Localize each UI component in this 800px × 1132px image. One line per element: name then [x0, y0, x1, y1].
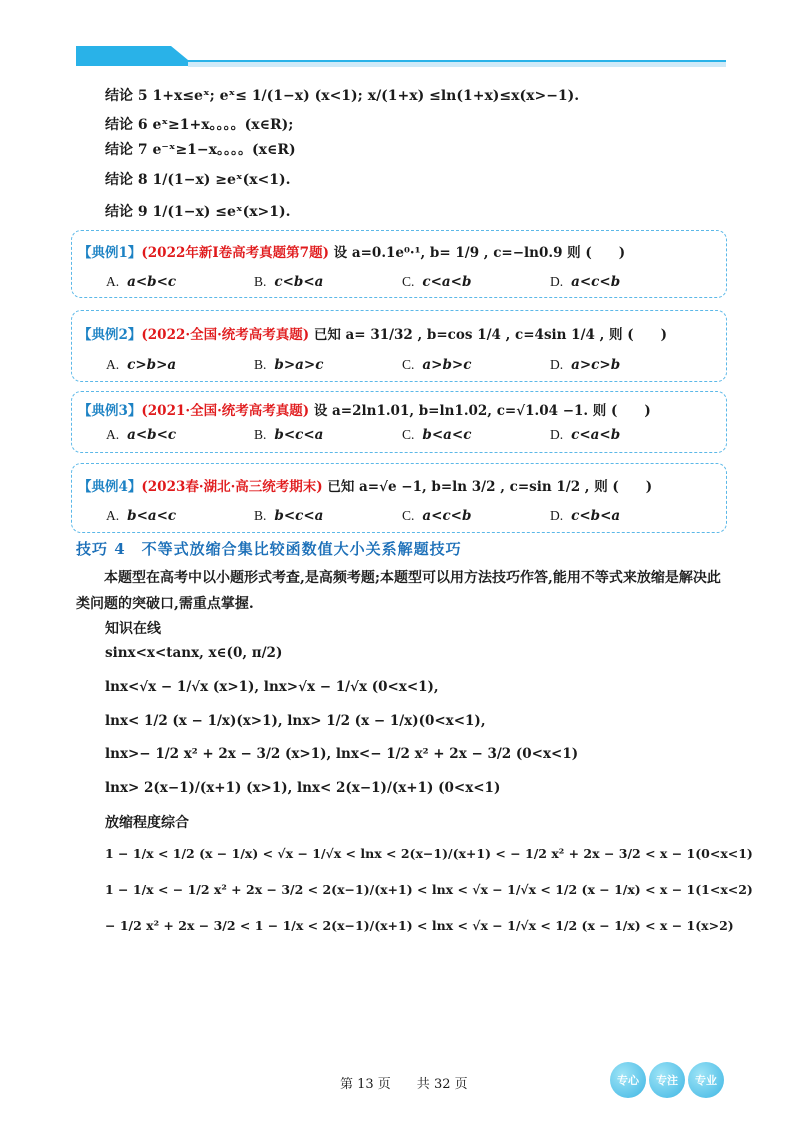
option-a[interactable] [106, 357, 254, 373]
header-banner [76, 44, 726, 70]
example-3-question [78, 399, 651, 419]
example-2-tag: 【典例2】 [78, 327, 142, 343]
option-text: b>a>c [274, 357, 324, 373]
option-letter: B. [254, 508, 267, 523]
option-letter: B. [254, 357, 267, 372]
example-2-options [106, 357, 698, 373]
option-letter: B. [254, 427, 267, 442]
summary-formula-1: 1 − 1/x < 1/2 (x − 1/x) < √x − 1/√x < lnx < 2(x−1)/(x+1) < − 1/2 x² + 2x − 3/2 < x − 1(0<x<1) [105, 846, 753, 861]
option-text: c>b>a [127, 357, 177, 373]
example-1-tag: 【典例1】 [78, 245, 142, 261]
option-a[interactable] [106, 508, 254, 524]
option-b[interactable] [254, 274, 402, 290]
conclusion-6 [105, 115, 293, 135]
option-text: b<a<c [422, 427, 472, 443]
option-c[interactable] [402, 357, 550, 373]
option-letter: A. [106, 274, 120, 289]
option-text: b<c<a [274, 508, 324, 524]
section-intro: 本题型在高考中以小题形式考查,是高频考题;本题型可以用方法技巧作答,能用不等式来放缩是解决此类问题的突破口,需重点掌握. [76, 570, 721, 612]
badge-3: 专业 [688, 1062, 724, 1098]
example-card-4 [71, 463, 727, 533]
option-d[interactable] [550, 427, 698, 443]
example-4-tag: 【典例4】 [78, 479, 142, 495]
conclusion-7 [105, 140, 296, 160]
option-text: b<c<a [274, 427, 324, 443]
example-4-options [106, 508, 698, 524]
example-3-source: (2021·全国·统考高考真题) [141, 403, 310, 419]
example-card-3 [71, 391, 727, 453]
option-text: b<a<c [127, 508, 177, 524]
conclusion-8 [105, 170, 291, 190]
option-d[interactable] [550, 357, 698, 373]
example-1-options [106, 274, 698, 290]
example-4-source: (2023春·湖北·高三统考期末) [141, 479, 323, 495]
option-letter: D. [550, 508, 564, 523]
option-text: a<c<b [422, 508, 472, 524]
summary-label: 放缩程度综合 [105, 815, 189, 831]
example-4-question [78, 475, 652, 495]
page-number: 第 13 页 共 32 页 [340, 1077, 468, 1092]
option-b[interactable] [254, 427, 402, 443]
option-text: a<b<c [127, 274, 177, 290]
option-letter: C. [402, 427, 415, 442]
knowledge-formula-1: sinx<x<tanx, x∈(0, π/2) [105, 645, 283, 661]
example-3-options [106, 427, 698, 443]
option-c[interactable] [402, 508, 550, 524]
option-a[interactable] [106, 427, 254, 443]
knowledge-formula-2: lnx<√x − 1/√x (x>1), lnx>√x − 1/√x (0<x<1), [105, 679, 439, 695]
example-2-stem: 已知 a= 31/32 , b=cos 1/4 , c=4sin 1/4 , 则 ( ) [313, 327, 667, 343]
option-text: c<a<b [422, 274, 472, 290]
option-c[interactable] [402, 274, 550, 290]
footer-badges [610, 1062, 724, 1098]
example-4-stem: 已知 a=√e −1, b=ln 3/2 , c=sin 1/2 , 则 ( ) [327, 479, 653, 495]
knowledge-formula-3: lnx< 1/2 (x − 1/x)(x>1), lnx> 1/2 (x − 1/x)(0<x<1), [105, 713, 486, 729]
conclusion-7-text: e⁻ˣ≥1−x。。。。(x∈R) [152, 142, 296, 158]
summary-formula-2: 1 − 1/x < − 1/2 x² + 2x − 3/2 < 2(x−1)/(x+1) < lnx < √x − 1/√x < 1/2 (x − 1/x) < x − 1(1<x<2) [105, 882, 753, 897]
option-text: c<b<a [571, 508, 621, 524]
conclusion-9-text: 1/(1−x) ≤eˣ(x>1). [152, 204, 291, 220]
option-letter: A. [106, 357, 120, 372]
example-3-stem: 设 a=2ln1.01, b=ln1.02, c=√1.04 −1. 则 ( ) [313, 403, 651, 419]
option-letter: B. [254, 274, 267, 289]
option-text: a<b<c [127, 427, 177, 443]
option-letter: A. [106, 508, 120, 523]
option-d[interactable] [550, 274, 698, 290]
option-letter: A. [106, 427, 120, 442]
section-title: 技巧 4 不等式放缩合集比较函数值大小关系解题技巧 [76, 540, 462, 558]
conclusion-8-label: 结论 8 [105, 172, 148, 188]
conclusion-8-text: 1/(1−x) ≥eˣ(x<1). [152, 172, 291, 188]
conclusion-7-label: 结论 7 [105, 142, 148, 158]
conclusion-5-text: 1+x≤eˣ; eˣ≤ 1/(1−x) (x<1); x/(1+x) ≤ln(1+x)≤x(x>−1). [152, 88, 580, 104]
example-1-stem: 设 a=0.1e⁰·¹, b= 1/9 , c=−ln0.9 则 ( ) [333, 245, 626, 261]
option-letter: C. [402, 508, 415, 523]
knowledge-formula-4: lnx>− 1/2 x² + 2x − 3/2 (x>1), lnx<− 1/2 x² + 2x − 3/2 (0<x<1) [105, 746, 579, 762]
conclusion-5-label: 结论 5 [105, 88, 148, 104]
option-text: a>c>b [571, 357, 621, 373]
example-3-tag: 【典例3】 [78, 403, 142, 419]
option-letter: D. [550, 274, 564, 289]
option-letter: D. [550, 357, 564, 372]
summary-formula-3: − 1/2 x² + 2x − 3/2 < 1 − 1/x < 2(x−1)/(x+1) < lnx < √x − 1/√x < 1/2 (x − 1/x) < x − 1(x>2) [105, 918, 734, 933]
option-text: a>b>c [422, 357, 472, 373]
example-1-question [78, 241, 625, 261]
conclusion-6-label: 结论 6 [105, 117, 148, 133]
example-2-source: (2022·全国·统考高考真题) [141, 327, 310, 343]
example-2-question [78, 323, 667, 343]
example-1-source: (2022年新Ⅰ卷高考真题第7题) [141, 245, 329, 261]
conclusion-9-label: 结论 9 [105, 204, 148, 220]
option-c[interactable] [402, 427, 550, 443]
option-letter: C. [402, 357, 415, 372]
option-text: a<c<b [571, 274, 621, 290]
badge-2: 专注 [649, 1062, 685, 1098]
conclusion-6-text: eˣ≥1+x。。。。(x∈R); [152, 117, 294, 133]
option-text: c<a<b [571, 427, 621, 443]
example-card-2 [71, 310, 727, 382]
option-b[interactable] [254, 357, 402, 373]
option-letter: C. [402, 274, 415, 289]
option-letter: D. [550, 427, 564, 442]
knowledge-formula-5: lnx> 2(x−1)/(x+1) (x>1), lnx< 2(x−1)/(x+1) (0<x<1) [105, 780, 501, 796]
example-card-1 [71, 230, 727, 298]
conclusion-5 [105, 86, 579, 106]
option-d[interactable] [550, 508, 698, 524]
knowledge-label: 知识在线 [105, 621, 161, 637]
option-a[interactable] [106, 274, 254, 290]
option-text: c<b<a [274, 274, 324, 290]
badge-1: 专心 [610, 1062, 646, 1098]
option-b[interactable] [254, 508, 402, 524]
conclusion-9 [105, 202, 291, 222]
